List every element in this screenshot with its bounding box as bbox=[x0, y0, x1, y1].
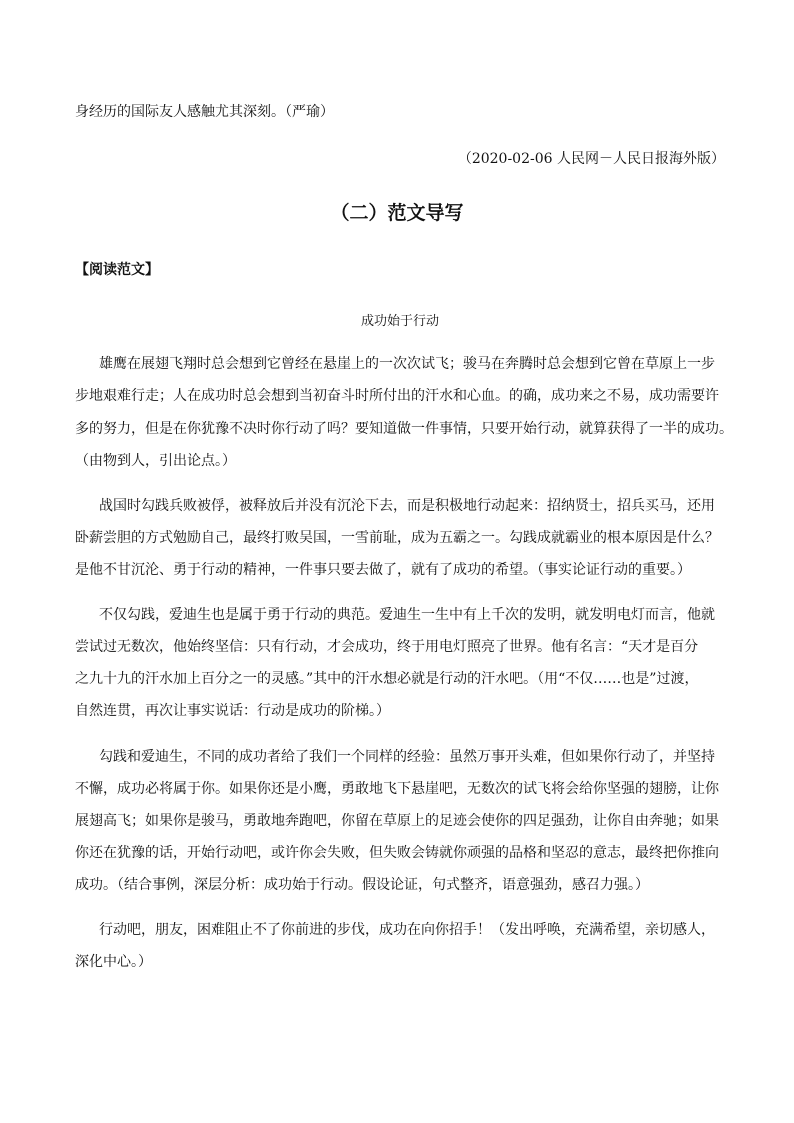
paragraph-line: 行动吧，朋友，困难阻止不了你前进的步伐，成功在向你招手！（发出呼唤，充满希望，亲切感人， bbox=[99, 922, 715, 938]
paragraph-line: 尝试过无数次，他始终坚信：只有行动，才会成功，终于用电灯照亮了世界。他有名言：“天才是百分 bbox=[75, 639, 699, 655]
paragraph-line: 不懈，成功必将属于你。如果你还是小鹰，勇敢地飞下悬崖吧，无数次的试飞将会给你坚强的翅膀，让你 bbox=[75, 781, 719, 797]
article-source: （2020-02-06 人民网－人民日报海外版） bbox=[457, 151, 725, 167]
paragraph-line: 战国时勾践兵败被俘，被释放后并没有沉沦下去，而是积极地行动起来：招纳贤士，招兵买马，还用 bbox=[99, 498, 715, 514]
paragraph-line: 步地艰难行走；人在成功时总会想到当初奋斗时所付出的汗水和心血。的确，成功来之不易，成功需要许 bbox=[75, 388, 719, 404]
paragraph-line: 之九十九的汗水加上百分之一的灵感。”其中的汗水想必就是行动的汗水吧。（用“不仅……也是”过渡， bbox=[75, 671, 699, 687]
paragraph-line: 你还在犹豫的话，开始行动吧，或许你会失败，但失败会铸就你顽强的品格和坚忍的意志，最终把你推向 bbox=[75, 845, 719, 861]
paragraph-line: 不仅勾践，爱迪生也是属于勇于行动的典范。爱迪生一生中有上千次的发明，就发明电灯而言，他就 bbox=[99, 607, 715, 623]
essay-title: 成功始于行动 bbox=[360, 314, 439, 329]
paragraph-line: 深化中心。） bbox=[75, 954, 152, 970]
paragraph-line: 自然连贯，再次让事实说话：行动是成功的阶梯。） bbox=[75, 703, 390, 719]
paragraph-line: 卧薪尝胆的方式勉励自己，最终打败吴国，一雪前耻，成为五霸之一。勾践成就霸业的根本原因是什么？ bbox=[75, 530, 719, 546]
paragraph-line: 多的努力，但是在你犹豫不决时你行动了吗？要知道做一件事情，只要开始行动，就算获得了一半的成功。 bbox=[75, 421, 733, 437]
paragraph-line: 雄鹰在展翅飞翔时总会想到它曾经在悬崖上的一次次试飞；骏马在奔腾时总会想到它曾在草原上一步 bbox=[99, 356, 715, 372]
section-title: （二）范文导写 bbox=[330, 202, 464, 224]
reading-label: 【阅读范文】 bbox=[75, 262, 159, 278]
paragraph-line: （由物到人，引出论点。） bbox=[75, 453, 236, 469]
paragraph-line: 勾践和爱迪生，不同的成功者给了我们一个同样的经验：虽然万事开头难，但如果你行动了，并坚持 bbox=[99, 749, 715, 765]
paragraph-line: 展翅高飞；如果你是骏马，勇敢地奔跑吧，你留在草原上的足迹会使你的四足强劲，让你自由奔驰；如果 bbox=[75, 813, 719, 829]
paragraph-line: 是他不甘沉沦、勇于行动的精神，一件事只要去做了，就有了成功的希望。（事实论证行动的重要。） bbox=[75, 562, 691, 578]
paragraph-line: 成功。（结合事例，深层分析：成功始于行动。假设论证，句式整齐，语意强劲，感召力强。） bbox=[75, 877, 649, 893]
intro-tail-line: 身经历的国际友人感触尤其深刻。（严瑜） bbox=[75, 104, 334, 120]
